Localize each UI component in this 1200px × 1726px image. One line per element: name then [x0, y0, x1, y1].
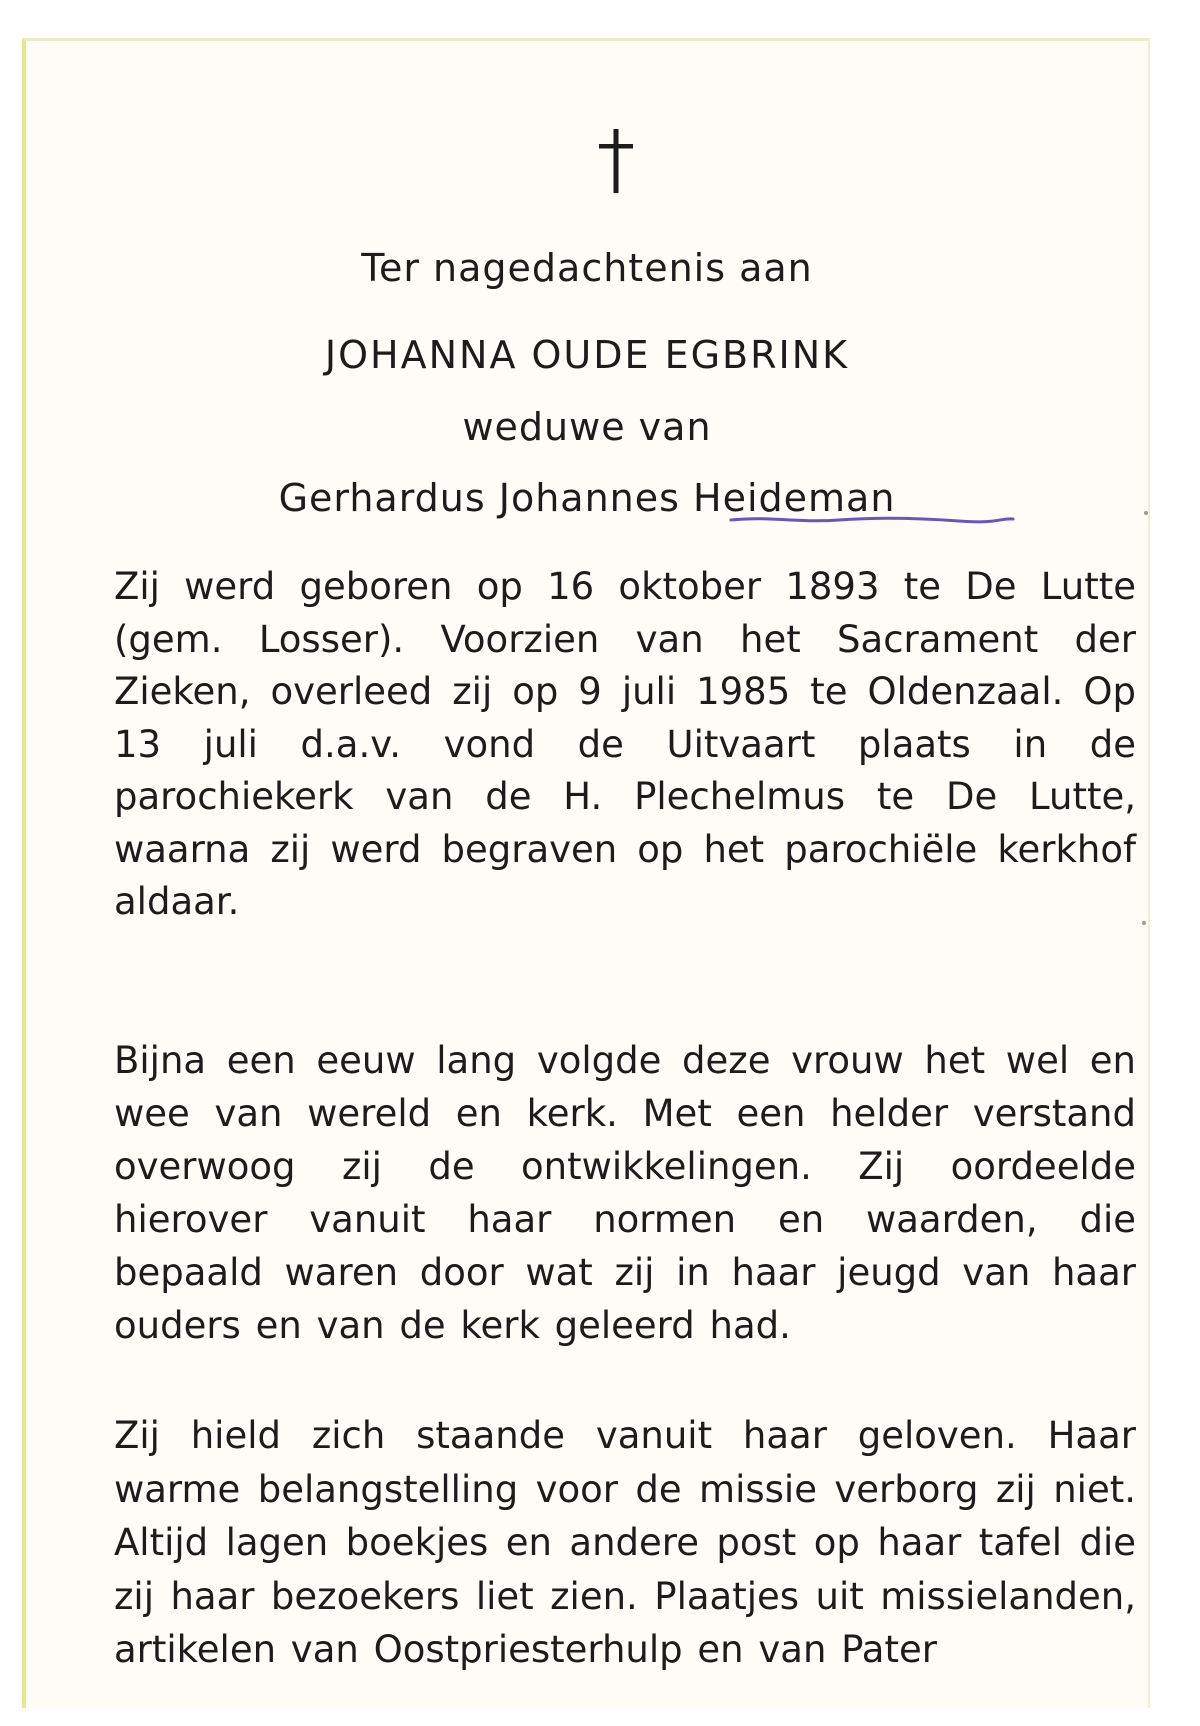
- paragraph-biography: Zij werd geboren op 16 oktober 1893 te De Lutte (gem. Losser). Voorzien van het Sacrament der Zieken, overleed zij op 9 juli 1985 te Oldenzaal. Op 13 juli d.a.v. vond de Uitvaart plaats in de parochiekerk van de H. Plechelmus te De Lutte, waarna zij werd begraven op het parochiële kerkhof aldaar.: [114, 565, 1136, 923]
- paragraph-life: Bijna een eeuw lang volgde deze vrouw het wel en wee van wereld en kerk. Met een helder verstand overwoog zij de ontwikkelingen. Zij oordeelde hierover vanuit haar normen en waarden, die bepaald waren door wat zij in haar jeugd van haar ouders en van de kerk geleerd had.: [114, 1039, 1136, 1347]
- spouse-surname: Heideman: [693, 476, 896, 520]
- scan-speck: [1142, 921, 1146, 925]
- handwritten-underline: [729, 513, 1015, 527]
- deceased-name: JOHANNA OUDE EGBRINK: [324, 333, 850, 377]
- cross-icon: [599, 129, 633, 193]
- relation-text: weduwe van: [462, 405, 712, 449]
- memorial-heading: Ter nagedachtenis aan: [361, 246, 813, 290]
- memorial-card: [22, 38, 1150, 1708]
- spouse-first-names: Gerhardus Johannes: [278, 476, 680, 520]
- paragraph-faith: Zij hield zich staande vanuit haar geloven. Haar warme belangstelling voor de missie verborg zij niet. Altijd lagen boekjes en andere post op haar tafel die zij haar bezoekers liet zien. Plaatjes uit missielanden, artikelen van Oostpriesterhulp en van Pater: [114, 1414, 1136, 1671]
- scan-speck: [1144, 511, 1148, 515]
